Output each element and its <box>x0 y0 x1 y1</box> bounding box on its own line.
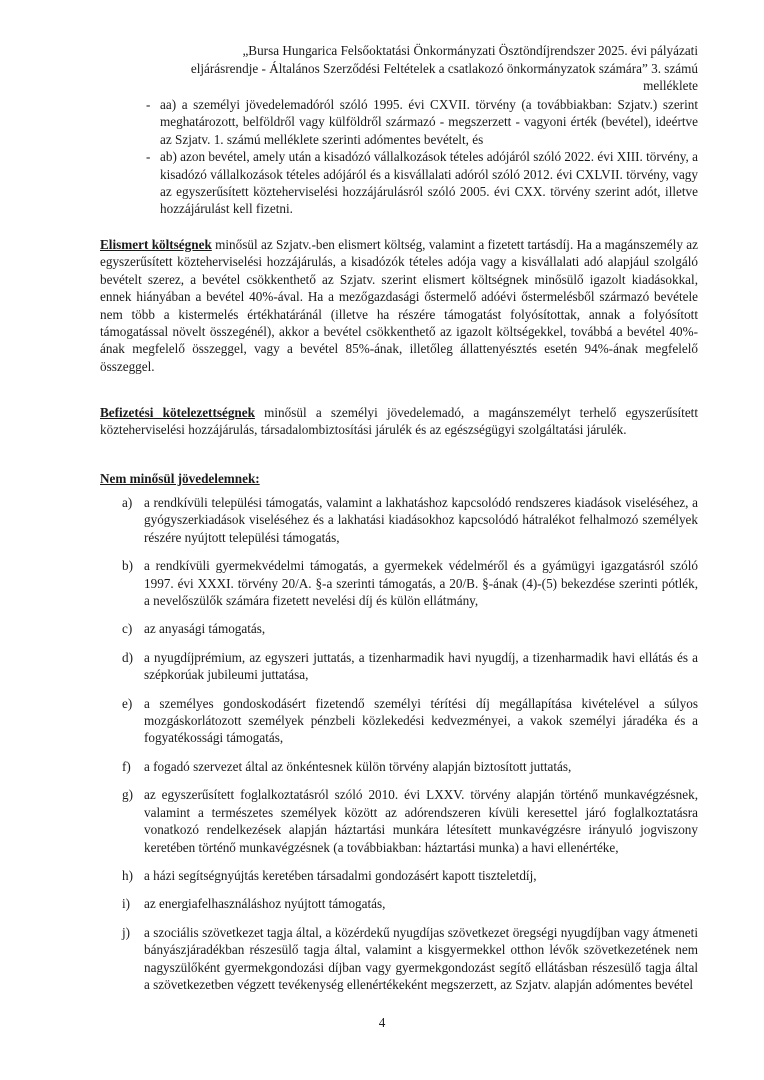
income-definition-list <box>146 96 698 218</box>
item-marker: a) <box>122 495 133 510</box>
item-text: a rendkívüli gyermekvédelmi támogatás, a gyermekek védelméről és a gyámügyi igazgatásról szóló 1997. évi XXXI. törvény 20/A. §-a szerinti támogatás, a 20/B. §-ának (4)-(5) bekezdése szerinti pótlék, a nevelőszülők számára fizetett nevelési díj és külön ellátmány, <box>144 558 698 609</box>
section-title: Nem minősül jövedelemnek: <box>100 471 260 486</box>
list-item <box>146 148 698 218</box>
dash-marker: - <box>146 149 151 165</box>
payment-obligations-paragraph <box>100 404 698 439</box>
list-item <box>122 695 698 747</box>
list-item <box>122 557 698 609</box>
list-item <box>122 895 698 912</box>
item-marker: i) <box>122 896 131 912</box>
item-marker: f) <box>122 758 131 774</box>
defined-term: Elismert költségnek <box>100 237 212 252</box>
list-item <box>122 867 698 884</box>
recognized-costs-paragraph <box>100 236 698 375</box>
paragraph-text: minősül a személyi jövedelemadó, a magánszemélyt terhelő egyszerűsített közteherviselési hozzájárulás, társadalombiztosítási járulék és az egészségügyi szolgáltatási járulék. <box>100 405 699 438</box>
item-text: a személyes gondoskodásért fizetendő személyi térítési díj megállapítása kivételével a súlyos mozgáskorlátozott személyek pénzbeli közlekedési kedvezményei, a vakok személyi járadéka és a fogyatékossági támogatás, <box>144 695 698 746</box>
item-text: a fogadó szervezet által az önkéntesnek külön törvény alapján biztosított juttatás, <box>144 758 572 774</box>
page-number: 4 <box>378 1015 386 1030</box>
list-item <box>146 96 698 148</box>
header-line-1: „Bursa Hungarica Felsőoktatási Önkormányzati Ösztöndíjrendszer 2025. évi pályázati <box>242 43 698 58</box>
list-item <box>122 494 698 546</box>
document-header <box>110 42 698 95</box>
not-income-list <box>122 494 698 1004</box>
header-line-3: melléklete <box>643 78 698 94</box>
item-text: az energiafelhasználáshoz nyújtott támogatás, <box>144 896 386 912</box>
item-marker: c) <box>122 621 133 637</box>
item-text: a személyi jövedelemadóról szóló 1995. évi CXVII. törvény (a továbbiakban: Szjatv.) szerint meghatározott, belföldről vagy külföldről származó - megszerzett - vagyoni érték (bevétel), ideértve az Szjatv. 1. számú melléklete szerinti adómentes bevételt, és <box>160 97 698 147</box>
header-line-2: eljárásrendje - Általános Szerződési Feltételek a csatlakozó önkormányzatok számára” 3. számú <box>190 60 698 76</box>
item-marker: e) <box>122 695 133 711</box>
list-item <box>122 649 698 684</box>
item-marker: j) <box>122 924 131 940</box>
defined-term: Befizetési kötelezettségnek <box>100 405 255 420</box>
list-item <box>122 924 698 994</box>
item-text: a házi segítségnyújtás keretében társadalmi gondozásért kapott tiszteletdíj, <box>144 867 537 883</box>
list-item <box>122 620 698 637</box>
item-label: aa) <box>160 97 177 112</box>
item-text: az egyszerűsített foglalkoztatásról szóló 2010. évi LXXV. törvény alapján történő munkavégzésnek, valamint a természetes személyek között az adórendszeren kívüli keresettel járó foglalkoztatásra vonatkozó rendelkezések alapján háztartási munkára létesített munkavégzésre irányuló jogviszony keretében történő munkavégzésnek (a továbbiakban: háztartási munka) a havi ellenértéke, <box>144 787 698 855</box>
item-text: az anyasági támogatás, <box>144 621 266 637</box>
item-text: a nyugdíjprémium, az egyszeri juttatás, a tizenharmadik havi nyugdíj, a tizenharmadik havi ellátás és a szépkorúak jubileumi juttatása, <box>144 649 698 683</box>
item-label: ab) <box>160 149 177 165</box>
dash-marker: - <box>146 97 151 112</box>
item-marker: h) <box>122 867 133 883</box>
paragraph-text: minősül az Szjatv.-ben elismert költség, valamint a fizetett tartásdíj. Ha a magánszemély az egyszerűsített közteherviselési hozzájárulás, a kisadózók tételes adója vagy a kisvállalati adó alapjául szolgáló bevételt szerez, a bevétel csökkenthető az Szjatv. szerint elismert költségnek minősülő igazolt kiadásokkal, ennek hiányában a bevétel 40%-ával. Ha a mezőgazdasági őstermelő adóévi őstermelésből származó bevétele nem több a kistermelés értékhatáránál (illetve ha részére támogatást folyósítottak, annak a folyósított támogatással növelt összegénél), akkor a bevétel csökkenthető az igazolt költségekkel, továbbá a bevétel 40%-ának megfelelő összeggel, vagy a bevétel 85%-ának, illetőleg állattenyésztés esetén 94%-ának megfelelő összeggel. <box>100 237 698 374</box>
item-text: a szociális szövetkezet tagja által, a közérdekű nyugdíjas szövetkezet öregségi nyugdíjban vagy átmeneti bányászjáradékban részesülő tagja által, valamint a kisgyermekkel otthon lévők szövetkezetének nem nagyszülőként gyermekgondozási díjban vagy gyermekgondozást segítő ellátásban részesülő tagja által a szövetkezetben végzett tevékenység ellenértékeként megszerzett, az Szjatv. alapján adómentes bevétel <box>144 924 698 992</box>
item-marker: d) <box>122 649 133 665</box>
item-text: azon bevétel, amely után a kisadózó vállalkozások tételes adójáról szóló 2022. évi XIII. törvény, a kisadózó vállalkozások tételes adójáról és a kisvállalati adóról szóló 2012. évi CXLVII. törvény, vagy az egyszerűsített közteherviselési hozzájárulásról szóló 2005. évi CXX. törvény szerint adót, illetve hozzájárulást kell fizetni. <box>160 149 698 217</box>
item-text: a rendkívüli települési támogatás, valamint a lakhatáshoz kapcsolódó rendszeres kiadások viseléséhez, a gyógyszerkiadások viseléséhez és a lakhatási kiadásokhoz kapcsolódó hátralékot felhalmozó személyek részére nyújtott települési támogatás, <box>144 495 698 545</box>
item-marker: b) <box>122 558 133 574</box>
item-marker: g) <box>122 787 133 803</box>
list-item <box>122 758 698 775</box>
list-item <box>122 786 698 856</box>
